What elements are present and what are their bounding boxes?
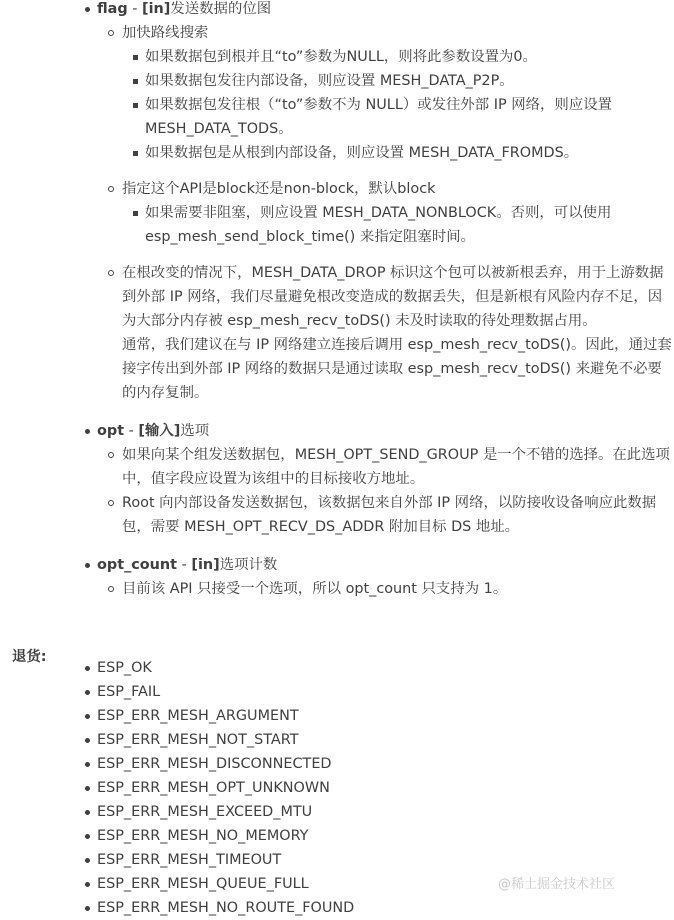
detail-sublist <box>122 201 672 249</box>
return-code: ESP_ERR_MESH_QUEUE_FULL <box>97 872 354 896</box>
return-code: ESP_ERR_MESH_NO_MEMORY <box>97 824 354 848</box>
param-direction: [输入] <box>138 423 181 439</box>
return-code: ESP_OK <box>97 656 354 680</box>
detail-text: 在根改变的情况下，MESH_DATA_DROP 标识这个包可以被新根丢弃，用于上游数据到外部 IP 网络，我们尽量避免根改变造成的数据丢失，但是新根有风险内存不足，因为大部分内存被 esp_mesh_recv_toDS() 未及时读取的待处理数据占用。 <box>122 265 664 329</box>
detail-text: 指定这个API是block还是non-block，默认block <box>122 181 436 197</box>
param-name: opt_count <box>97 557 178 573</box>
detail-subitem: 如果数据包发往内部设备，则应设置 MESH_DATA_P2P。 <box>145 69 672 93</box>
watermark: @稀土掘金技术社区 <box>498 877 616 892</box>
detail-item <box>122 261 672 405</box>
detail-subitem: 如果数据包发往根（“to”参数不为 NULL）或发往外部 IP 网络，则应设置 MESH_DATA_TODS。 <box>145 93 672 141</box>
detail-item: 目前该 API 只接受一个选项，所以 opt_count 只支持为 1。 <box>122 577 672 601</box>
returns-list <box>97 656 354 920</box>
detail-note: 通常，我们建议在与 IP 网络建立连接后调用 esp_mesh_recv_toDS()。因此，通过套接字传出到外部 IP 网络的数据只是通过读取 esp_mesh_recv_toDS() 来避免不必要的内存复制。 <box>122 337 672 401</box>
return-code: ESP_ERR_MESH_TIMEOUT <box>97 848 354 872</box>
detail-item: Root 向内部设备发送数据包，该数据包来自外部 IP 网络，以防接收设备响应此数据包，需要 MESH_OPT_RECV_DS_ADDR 附加目标 DS 地址。 <box>122 491 672 539</box>
parameter-list <box>97 0 672 601</box>
detail-subitem: 如果需要非阻塞，则应设置 MESH_DATA_NONBLOCK。否则，可以使用 esp_mesh_send_block_time() 来指定阻塞时间。 <box>145 201 672 249</box>
param-name: flag <box>97 1 128 17</box>
detail-subitem: 如果数据包到根并且“to”参数为NULL，则将此参数设置为0。 <box>145 45 672 69</box>
param-opt-count: opt_count - [in]选项计数 目前该 API 只接受一个选项，所以 opt_count 只支持为 1。 <box>97 553 672 601</box>
detail-item <box>122 21 672 165</box>
param-direction: [in] <box>142 1 171 17</box>
param-description: 发送数据的位图 <box>170 1 272 17</box>
param-detail-list <box>97 577 672 601</box>
param-description: 选项 <box>180 423 210 439</box>
param-direction: [in] <box>191 557 220 573</box>
param-opt: opt - [输入]选项 如果向某个组发送数据包，MESH_OPT_SEND_GROUP 是一个不错的选择。在此选项中，值字段应设置为该组中的目标接收方地址。 Root 向内部设备发送数据包，该数据包来自外部 IP 网络，以防接收设备响应此数据包，需要 MESH_OPT_RECV_DS_ADDR 附加目标 DS 地址。 <box>97 419 672 539</box>
param-flag: flag - [in]发送数据的位图 加快路线搜索 如果数据包到根并且“to”参数为NULL，则将此参数设置为0。 如果数据包发往内部设备，则应设置 MESH_DATA_P2P。 如果数据包发往根（“to”参数不为 NULL）或发往外部 IP 网络，则应设置 MESH_DATA_TODS。 如果数据包是从根到内部设备，则应设置 MESH_DATA_FROMDS。 指定这个API是block还是non-block，默认block 如果需要非阻塞，则应设置 MESH_DATA_NONBLOCK。否则，可以使用 esp_mesh_send_block_time() 来指定阻塞时间。 在根改变的情况下，MESH_DATA_DROP 标识这个包可以被新根丢弃，用于上游数据到外部 IP 网络，我们尽量避免根改变造成的数据丢失，但是新根有风险内存不足，因为大部分内存被 esp_mesh_recv_toDS() 未及时读取的待处理数据占用。 通常，我们建议在与 IP 网络建立连接后调用 esp_mesh_recv_toDS()。因此，通过套接字传出到外部 IP 网络的数据只是通过读取 esp_mesh_recv_toDS() 来避免不必要的内存复制。 <box>97 0 672 405</box>
detail-item <box>122 177 672 249</box>
param-name: opt <box>97 423 125 439</box>
detail-item: 如果向某个组发送数据包，MESH_OPT_SEND_GROUP 是一个不错的选择。在此选项中，值字段应设置为该组中的目标接收方地址。 <box>122 443 672 491</box>
param-detail-list <box>97 443 672 539</box>
return-code: ESP_ERR_MESH_DISCONNECTED <box>97 752 354 776</box>
param-description: 选项计数 <box>219 557 278 573</box>
return-code: ESP_ERR_MESH_ARGUMENT <box>97 704 354 728</box>
return-code: ESP_ERR_MESH_EXCEED_MTU <box>97 800 354 824</box>
detail-text: 加快路线搜索 <box>122 25 209 41</box>
returns-label: 退货: <box>12 649 47 665</box>
detail-subitem: 如果数据包是从根到内部设备，则应设置 MESH_DATA_FROMDS。 <box>145 141 672 165</box>
return-code: ESP_FAIL <box>97 680 354 704</box>
return-code: ESP_ERR_MESH_NOT_START <box>97 728 354 752</box>
param-detail-list <box>97 21 672 405</box>
return-code: ESP_ERR_MESH_NO_ROUTE_FOUND <box>97 896 354 920</box>
detail-sublist <box>122 45 672 165</box>
return-code: ESP_ERR_MESH_OPT_UNKNOWN <box>97 776 354 800</box>
